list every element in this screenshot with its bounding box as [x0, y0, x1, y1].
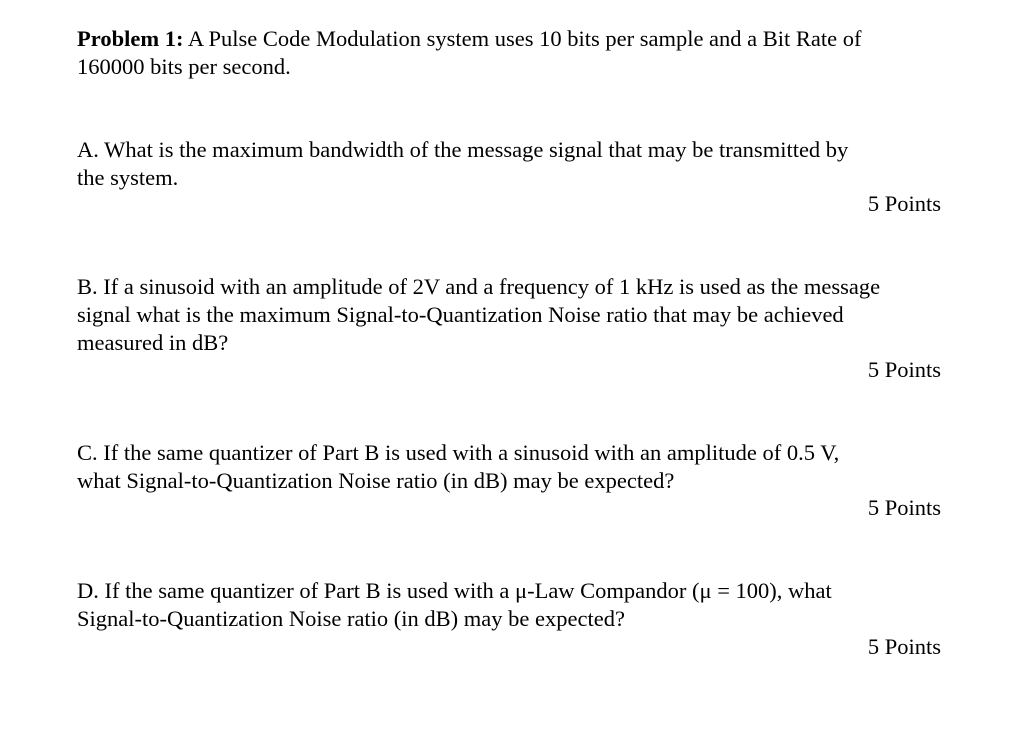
question-b-line-3: measured in dB?: [77, 330, 229, 355]
problem-intro-text: A Pulse Code Modulation system uses 10 bits per sample and a Bit Rate of: [187, 26, 862, 51]
question-d-points: 5 Points: [867, 634, 941, 659]
question-d-line-1: D. If the same quantizer of Part B is used with a μ-Law Compandor (μ = 100), what: [77, 578, 832, 603]
question-b-points: 5 Points: [867, 357, 941, 382]
question-a-line-1: A. What is the maximum bandwidth of the message signal that may be transmitted by: [77, 137, 849, 162]
question-a: [77, 136, 957, 192]
question-a-points: 5 Points: [867, 191, 941, 216]
problem-heading: Problem 1:: [77, 26, 184, 51]
question-c-line-1: C. If the same quantizer of Part B is used with a sinusoid with an amplitude of 0.5 V,: [77, 440, 840, 465]
question-c-line-2: what Signal-to-Quantization Noise ratio (in dB) may be expected?: [77, 468, 675, 493]
question-a-line-2: the system.: [77, 165, 179, 190]
problem-statement: [77, 25, 957, 81]
question-d: [77, 577, 957, 633]
question-b: [77, 273, 957, 357]
question-b-line-2: signal what is the maximum Signal-to-Quantization Noise ratio that may be achieved: [77, 302, 844, 327]
problem-statement-line-2: 160000 bits per second.: [77, 54, 291, 79]
question-d-line-2: Signal-to-Quantization Noise ratio (in dB) may be expected?: [77, 606, 625, 631]
question-b-line-1: B. If a sinusoid with an amplitude of 2V and a frequency of 1 kHz is used as the message: [77, 274, 881, 299]
question-c: [77, 439, 957, 495]
question-c-points: 5 Points: [867, 495, 941, 520]
problem-statement-line-1: [77, 25, 957, 53]
